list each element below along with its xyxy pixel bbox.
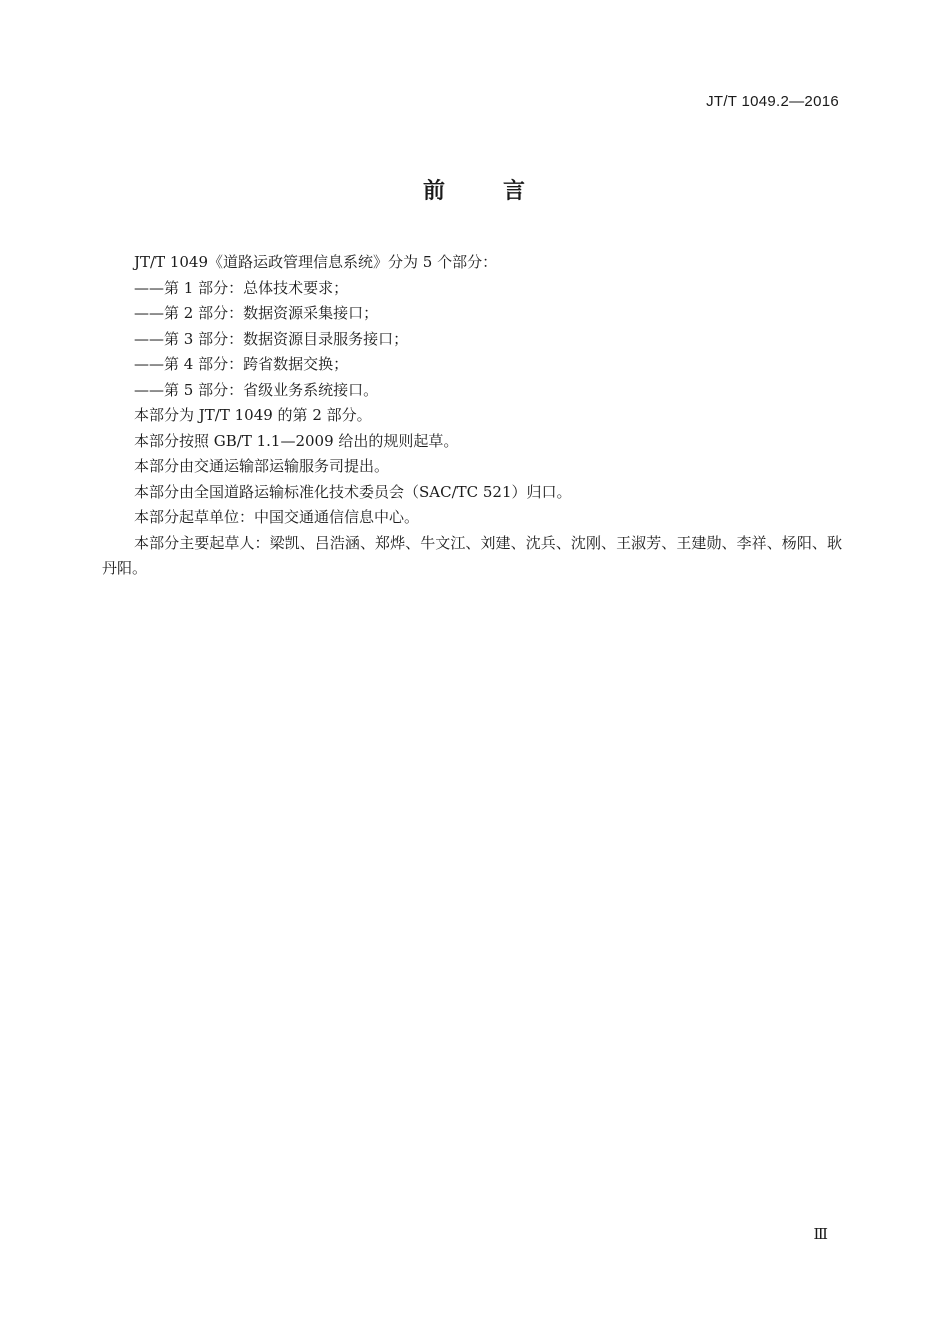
paragraph-proposer: 本部分由交通运输部运输服务司提出。	[134, 457, 390, 475]
paragraph-part-5: ——第 5 部分：省级业务系统接口。	[134, 380, 379, 399]
page-number: Ⅲ	[813, 1225, 828, 1243]
paragraph-part-2: ——第 2 部分：数据资源采集接口；	[134, 304, 379, 322]
paragraph-committee: 本部分由全国道路运输标准化技术委员会（SAC/TC 521）归口。	[134, 482, 572, 501]
title-char-1: 前	[422, 179, 447, 204]
foreword-body	[102, 250, 842, 582]
paragraph-part-3: ——第 3 部分：数据资源目录服务接口；	[134, 329, 409, 348]
paragraph-drafting-unit: 本部分起草单位：中国交通通信信息中心。	[134, 508, 420, 526]
paragraph-drafters: 本部分主要起草人：梁凯、吕浩涵、郑烨、牛文江、刘建、沈兵、沈刚、王淑芳、王建勋、李祥、杨阳、耿丹阳。	[102, 533, 842, 577]
paragraph-intro: JT/T 1049《道路运政管理信息系统》分为 5 个部分：	[134, 253, 498, 271]
paragraph-drafting-rules: 本部分按照 GB/T 1.1—2009 给出的规则起草。	[134, 431, 459, 450]
page-title	[0, 174, 950, 205]
paragraph-this-part: 本部分为 JT/T 1049 的第 2 部分。	[134, 406, 372, 424]
paragraph-part-4: ——第 4 部分：跨省数据交换；	[134, 355, 349, 373]
standard-code: JT/T 1049.2—2016	[706, 93, 839, 110]
title-char-2: 言	[503, 179, 528, 204]
paragraph-part-1: ——第 1 部分：总体技术要求；	[134, 278, 349, 297]
